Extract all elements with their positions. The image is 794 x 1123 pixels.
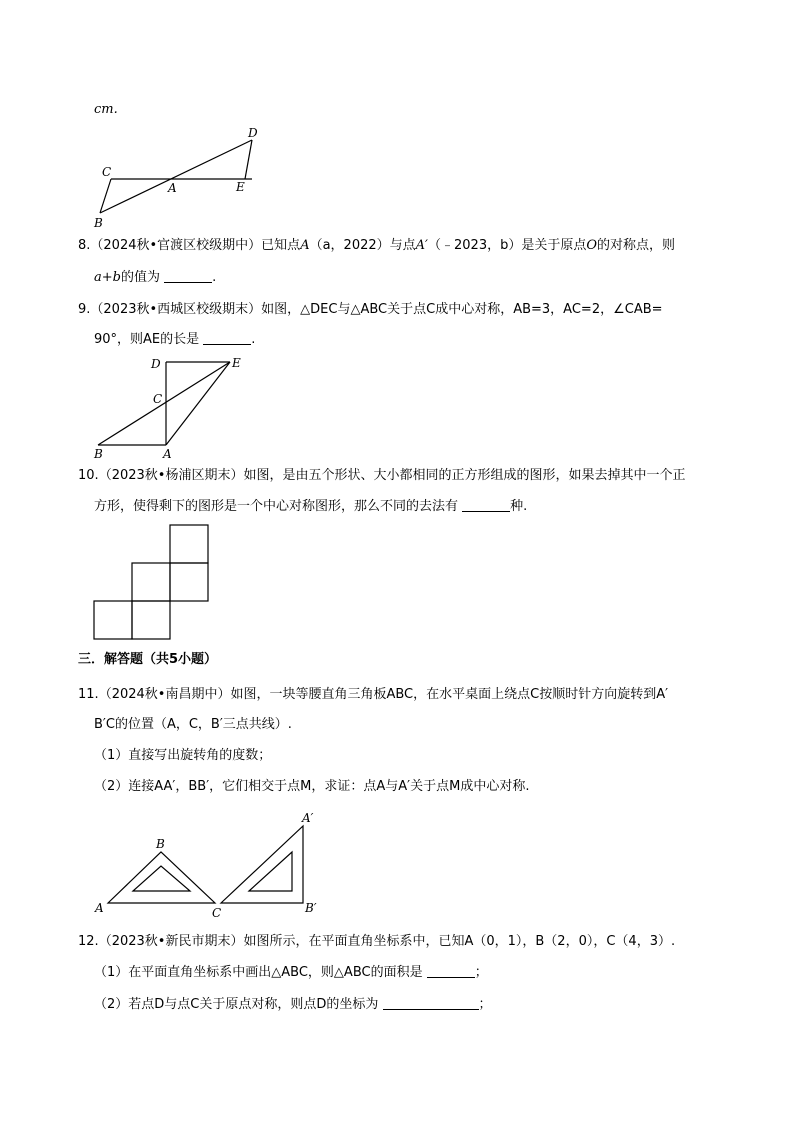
q11-part-1: （1）直接写出旋转角的度数； — [94, 748, 272, 763]
q12-part1-text: （1）在平面直角坐标系中画出△ABC，则△ABC的面积是 — [94, 965, 423, 980]
q10-source: （2023秋•杨浦区期末） — [98, 468, 244, 483]
section-3-heading: 三．解答题（共5小题） — [78, 652, 218, 667]
q12-part2-answer-blank[interactable] — [383, 995, 479, 1010]
label-E: E — [236, 180, 245, 194]
label-B: B — [156, 837, 165, 851]
label-C: C — [153, 392, 163, 406]
q12-source: （2023秋•新民市期末） — [98, 934, 244, 949]
q9-number: 9. — [78, 302, 91, 317]
q8-line2-text: 的值为 — [120, 270, 160, 285]
triangle-ABC-inner — [133, 866, 190, 891]
question-12 — [78, 932, 675, 952]
q8-line2-end: . — [212, 270, 217, 285]
label-B: B — [94, 447, 103, 461]
q8-point-O: O — [586, 238, 598, 253]
q9-source: （2023秋•西城区校级期末） — [90, 302, 262, 317]
q10-number: 10. — [78, 468, 99, 483]
label-A-prime: A′ — [302, 811, 314, 825]
q9-line1: 如图，△DEC与△ABC关于点C成中心对称，AB=3，AC=2，∠CAB= — [261, 302, 663, 317]
q12-part1-answer-blank[interactable] — [427, 963, 475, 978]
q11-number: 11. — [78, 687, 99, 702]
q8-point-A: A — [300, 238, 310, 253]
q8-text-d: 的对称点，则 — [597, 238, 676, 253]
label-D: D — [151, 357, 161, 371]
label-C: C — [212, 906, 222, 920]
q8-source: （2024秋•官渡区校级期中） — [90, 238, 262, 253]
q12-part-1 — [94, 963, 488, 983]
q8-text-a: 已知点 — [261, 238, 301, 253]
q12-part2-end: ； — [478, 997, 492, 1012]
q12-part-2 — [94, 995, 492, 1015]
q9-line2-end: . — [251, 332, 256, 347]
label-D: D — [248, 126, 258, 140]
label-A: A — [168, 181, 177, 195]
q10-line1: 如图，是由五个形状、大小都相同的正方形组成的图形，如果去掉其中一个正 — [243, 468, 686, 483]
q12-part1-end: ； — [474, 965, 488, 980]
label-B: B — [94, 216, 103, 230]
q12-part2-text: （2）若点D与点C关于原点对称，则点D的坐标为 — [94, 997, 379, 1012]
triangle-A2B2C-inner — [249, 852, 292, 891]
label-A: A — [163, 447, 172, 461]
q8-number: 8. — [78, 238, 91, 253]
q10-line2-end: 种. — [510, 499, 528, 514]
q8-point-A2: A′ — [415, 238, 428, 253]
q8-coords-A2: （﹣2023，b） — [428, 238, 522, 253]
q12-line1: 如图所示，在平面直角坐标系中，已知A（0，1），B（2，0），C（4，3）. — [243, 934, 676, 949]
q11-source: （2024秋•南昌期中） — [98, 687, 231, 702]
q10-line2-text: 方形，使得剩下的图形是一个中心对称图形，那么不同的去法有 — [94, 499, 459, 514]
q11-line-2: B′C的位置（A，C，B′三点共线）. — [94, 717, 292, 732]
q12-number: 12. — [78, 934, 99, 949]
q8-text-c: 是关于原点 — [521, 238, 587, 253]
label-B-prime: B′ — [305, 901, 317, 915]
label-A: A — [95, 901, 104, 915]
q11-line1: 如图，一块等腰直角三角板ABC，在水平桌面上绕点C按顺时针方向旋转到A′ — [230, 687, 669, 702]
label-E: E — [232, 356, 241, 370]
label-C: C — [102, 165, 112, 179]
q8-coords-A: （a，2022） — [309, 238, 390, 253]
q8-expr: a+b — [94, 270, 121, 285]
triangle-ABC — [108, 852, 215, 903]
q8-text-b: 与点 — [389, 238, 416, 253]
q11-part-2: （2）连接AA′，BB′，它们相交于点M，求证：点A与A′关于点M成中心对称. — [94, 779, 530, 794]
q7-tail: cm. — [94, 102, 118, 117]
q9-line2-text: 90°，则AE的长是 — [94, 332, 200, 347]
